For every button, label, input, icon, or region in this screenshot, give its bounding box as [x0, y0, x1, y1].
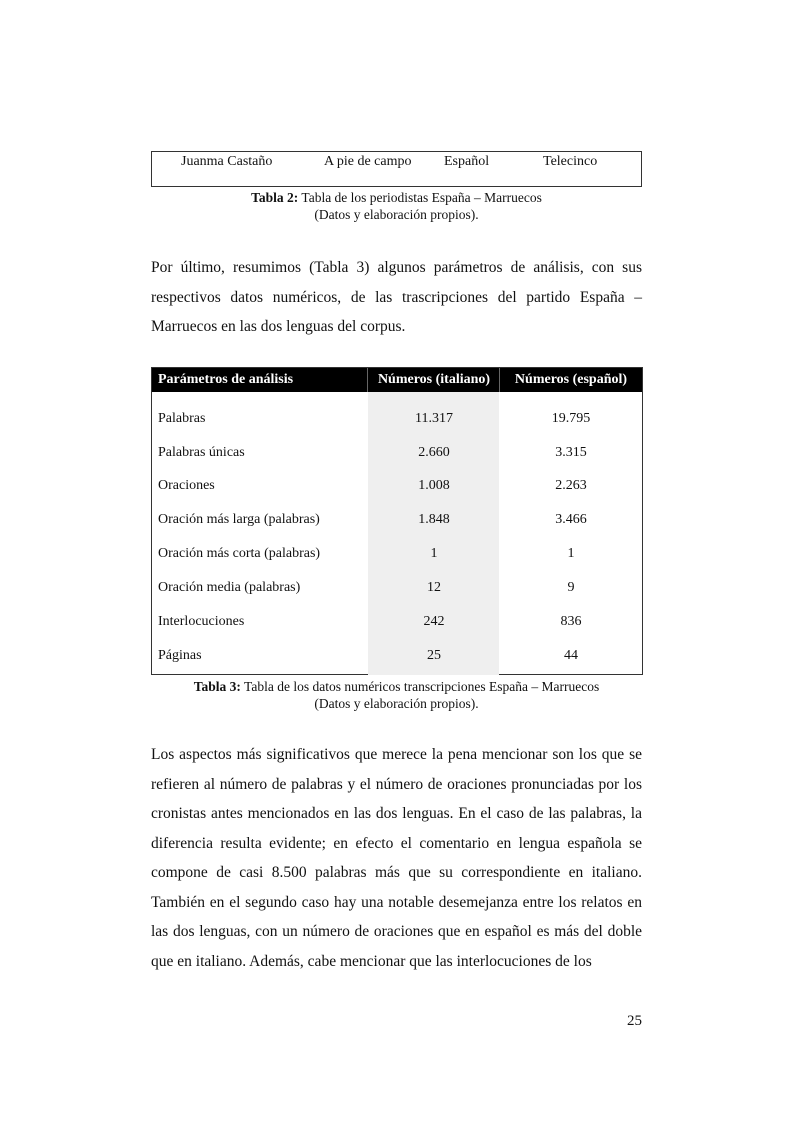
- table-3-caption-text: Tabla de los datos numéricos transcripciones España – Marruecos: [240, 679, 600, 694]
- table-3-caption: [151, 678, 642, 712]
- table-3-header-italian: Números (italiano): [377, 372, 491, 387]
- row-italian-value: 25: [427, 648, 441, 663]
- table-row: [152, 578, 642, 598]
- row-spanish-value: 1: [567, 546, 575, 561]
- italian-column-shading: [368, 392, 499, 675]
- table-2-caption-text: Tabla de los periodistas España – Marruecos: [298, 190, 542, 205]
- row-italian-value: 2.660: [418, 445, 450, 460]
- table-3-caption-source: (Datos y elaboración propios).: [314, 696, 479, 711]
- table-row: [152, 510, 642, 530]
- table-3-caption-label: Tabla 3:: [193, 679, 241, 694]
- table-row: [152, 443, 642, 463]
- table-row: [152, 612, 642, 632]
- table-row: [152, 409, 642, 429]
- table-2-caption-source: (Datos y elaboración propios).: [314, 207, 479, 222]
- row-label: Oración más corta (palabras): [158, 546, 321, 561]
- table-row: [152, 646, 642, 666]
- table-2-cell-name: Juanma Castaño: [181, 154, 273, 169]
- row-italian-value: 11.317: [415, 411, 453, 426]
- table-3-header: [152, 368, 642, 392]
- table-2-cell-language: Español: [444, 154, 490, 169]
- row-italian-value: 1: [430, 546, 438, 561]
- row-spanish-value: 9: [567, 580, 575, 595]
- row-label: Interlocuciones: [158, 614, 245, 629]
- table-3: [151, 367, 643, 675]
- table-3-header-spanish: Números (español): [514, 372, 628, 387]
- row-spanish-value: 2.263: [555, 478, 587, 493]
- row-label: Oraciones: [158, 478, 215, 493]
- row-spanish-value: 3.466: [555, 512, 587, 527]
- table-2-cell-channel: Telecinco: [543, 154, 598, 169]
- table-3-header-parameter: Parámetros de análisis: [158, 372, 294, 387]
- table-row: [152, 544, 642, 564]
- paragraph-analysis: Los aspectos más significativos que merece la pena mencionar son los que se refieren al número de palabras y el número de oraciones pronunciadas por los cronistas antes mencionados en las dos lenguas. En el caso de las palabras, la diferencia resulta evidente; en efecto el comentario en lengua española se compone de casi 8.500 palabras más que su correspondiente en italiano. También en el segundo caso hay una notable desemejanza entre los relatos en las dos lenguas, con un número de oraciones que en español es más del doble que en italiano. Además, cabe mencionar que las interlocuciones de los: [151, 746, 642, 970]
- table-2: [151, 151, 642, 187]
- page-number: 25: [627, 1013, 642, 1029]
- table-2-cell-role: A pie de campo: [324, 154, 412, 169]
- row-spanish-value: 3.315: [555, 445, 587, 460]
- row-italian-value: 1.848: [418, 512, 450, 527]
- table-2-caption-label: Tabla 2:: [251, 190, 299, 205]
- row-spanish-value: 19.795: [551, 411, 591, 426]
- row-label: Palabras: [158, 411, 206, 426]
- row-spanish-value: 836: [560, 614, 582, 629]
- row-italian-value: 1.008: [418, 478, 450, 493]
- row-label: Páginas: [158, 648, 202, 663]
- paragraph-intro: Por último, resumimos (Tabla 3) algunos parámetros de análisis, con sus respectivos datos numéricos, de las trascripciones del partido España – Marruecos en las dos lenguas del corpus.: [151, 259, 642, 335]
- row-label: Oración más larga (palabras): [158, 512, 320, 527]
- table-2-caption: [151, 189, 642, 223]
- table-row: [152, 476, 642, 496]
- row-spanish-value: 44: [564, 648, 578, 663]
- row-italian-value: 12: [427, 580, 441, 595]
- row-label: Oración media (palabras): [158, 580, 301, 595]
- row-italian-value: 242: [423, 614, 445, 629]
- row-label: Palabras únicas: [158, 445, 245, 460]
